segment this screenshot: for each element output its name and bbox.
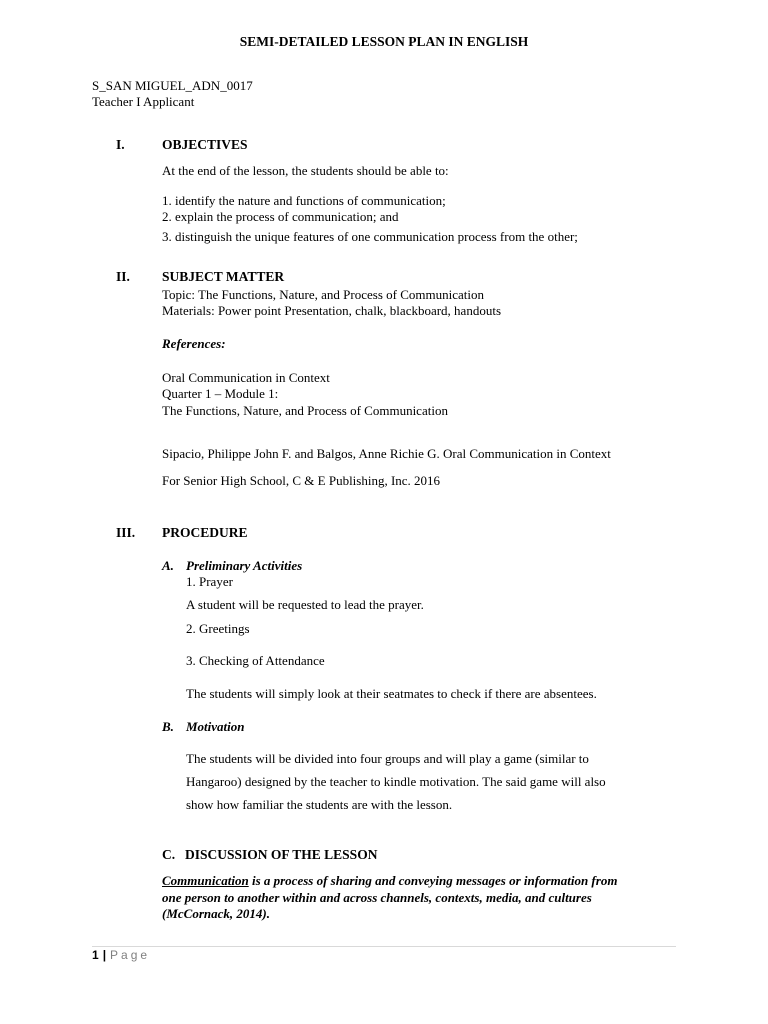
activity-attendance: 3. Checking of Attendance — [186, 653, 325, 668]
subject-materials: Materials: Power point Presentation, chalk, blackboard, handouts — [162, 303, 502, 318]
section-number-objectives: I. — [116, 137, 125, 152]
subsection-title-discussion: DISCUSSION OF THE LESSON — [185, 847, 378, 862]
document-title: SEMI-DETAILED LESSON PLAN IN ENGLISH — [239, 34, 529, 49]
reference-line: Oral Communication in Context — [162, 370, 330, 385]
motivation-line: The students will be divided into four groups and will play a game (similar to — [186, 751, 589, 766]
subsection-title-preliminary-activities: Preliminary Activities — [186, 558, 303, 573]
motivation-line: Hangaroo) designed by the teacher to kindle motivation. The said game will also — [186, 774, 606, 789]
activity-prayer: 1. Prayer — [186, 574, 233, 589]
citation-line: For Senior High School, C & E Publishing, Inc. 2016 — [162, 473, 441, 488]
subject-topic: Topic: The Functions, Nature, and Process of Communication — [162, 287, 484, 302]
definition-text: is a process of sharing and conveying messages or information from — [248, 873, 618, 888]
subsection-letter-a: A. — [162, 558, 174, 573]
applicant-code: S_SAN MIGUEL_ADN_0017 — [92, 78, 253, 93]
objective-item: 2. explain the process of communication; and — [162, 209, 399, 224]
definition-line: one person to another within and across channels, contexts, media, and cultures — [162, 890, 592, 905]
section-number-subject-matter: II. — [116, 269, 130, 284]
activity-prayer-text: A student will be requested to lead the prayer. — [186, 597, 424, 612]
applicant-role: Teacher I Applicant — [92, 94, 195, 109]
definition-line — [162, 873, 617, 889]
activity-attendance-text: The students will simply look at their seatmates to check if there are absentees. — [186, 686, 597, 701]
section-heading-objectives: OBJECTIVES — [162, 137, 248, 152]
page-separator: | — [102, 948, 107, 962]
subsection-title-motivation: Motivation — [186, 719, 245, 734]
reference-line: The Functions, Nature, and Process of Communication — [162, 403, 448, 418]
motivation-line: show how familiar the students are with the lesson. — [186, 797, 453, 812]
section-number-procedure: III. — [116, 525, 136, 540]
reference-line: Quarter 1 – Module 1: — [162, 386, 279, 401]
definition-term: Communication — [162, 873, 249, 888]
objective-item: 3. distinguish the unique features of one communication process from the other; — [162, 229, 578, 244]
objectives-intro: At the end of the lesson, the students should be able to: — [162, 163, 449, 178]
page-number: 1 — [92, 948, 99, 962]
page-footer — [92, 948, 150, 962]
subsection-letter-c: C. — [162, 847, 176, 862]
definition-line: (McCornack, 2014). — [162, 906, 270, 921]
subsection-letter-b: B. — [162, 719, 174, 734]
page-label: Page — [110, 948, 151, 962]
footer-divider — [92, 946, 676, 947]
citation-line: Sipacio, Philippe John F. and Balgos, Anne Richie G. Oral Communication in Context — [162, 446, 611, 461]
activity-greetings: 2. Greetings — [186, 621, 250, 636]
objective-item: 1. identify the nature and functions of communication; — [162, 193, 446, 208]
section-heading-procedure: PROCEDURE — [162, 525, 248, 540]
references-label: References: — [162, 336, 226, 351]
section-heading-subject-matter: SUBJECT MATTER — [162, 269, 285, 284]
